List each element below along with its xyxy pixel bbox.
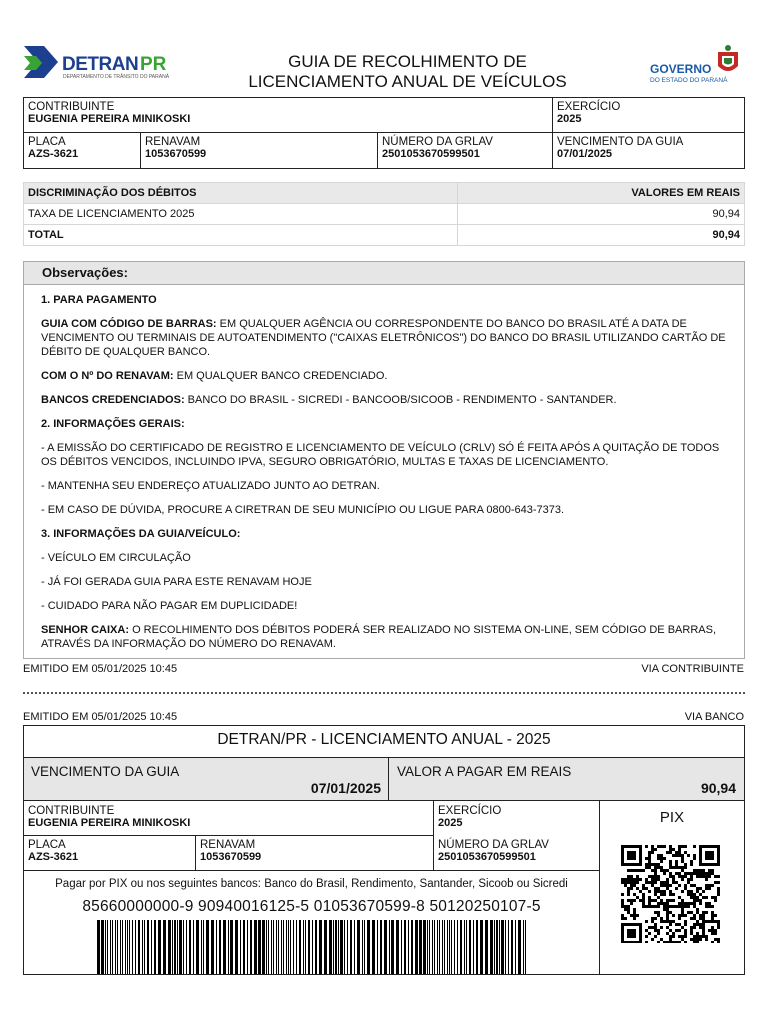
gov-logo-line1: GOVERNO: [650, 62, 712, 76]
total-label: TOTAL: [24, 225, 458, 246]
contribuinte-field: [24, 99, 194, 127]
observacoes-title: Observações:: [42, 265, 128, 280]
banco-vencimento-label: VENCIMENTO DA GUIA: [31, 764, 180, 779]
section-informacoes-gerais: 2. INFORMAÇÕES GERAIS:: [41, 418, 185, 430]
col-valores: VALORES EM REAIS: [458, 183, 745, 204]
table-header-row: [24, 183, 745, 204]
section-informacoes-guia: 3. INFORMAÇÕES DA GUIA/VEÍCULO:: [41, 528, 241, 540]
title-line-2: LICENCIAMENTO ANUAL DE VEÍCULOS: [248, 72, 567, 91]
placa-field: [24, 134, 82, 162]
banco-placa-value: AZS-3621: [28, 851, 79, 863]
row-valor: 90,94: [458, 204, 745, 225]
total-valor: 90,94: [458, 225, 745, 246]
emitido-contribuinte: EMITIDO EM 05/01/2025 10:45: [23, 663, 178, 675]
exercicio-value: 2025: [557, 113, 582, 125]
placa-value: AZS-3621: [28, 148, 79, 160]
vencimento-value: 07/01/2025: [557, 148, 613, 160]
via-banco: VIA BANCO: [684, 711, 744, 723]
governo-logo: [648, 44, 748, 88]
barcode: [95, 920, 531, 974]
coat-of-arms-icon: [714, 44, 742, 78]
grlav-value: 2501053670599501: [382, 148, 480, 160]
pagar-text: Pagar por PIX ou nos seguintes bancos: Banco do Brasil, Rendimento, Santander, Sicoob ou Sicredi: [55, 878, 568, 890]
banco-contribuinte-label: CONTRIBUINTE: [28, 805, 115, 817]
contribuinte-label: CONTRIBUINTE: [28, 101, 115, 113]
row-desc: TAXA DE LICENCIAMENTO 2025: [24, 204, 458, 225]
banco-valor-value: 90,94: [700, 780, 736, 796]
banco-renavam-label: RENAVAM: [200, 839, 256, 851]
linha-digitavel[interactable]: 85660000000-9 90940016125-5 01053670599-8 50120250107-5: [82, 898, 541, 915]
contribuinte-value: EUGENIA PEREIRA MINIKOSKI: [28, 113, 191, 125]
banco-grlav-label: NÚMERO DA GRLAV: [438, 839, 549, 851]
logo-text: DETRAN: [62, 54, 139, 75]
obs-renavam-para: COM O Nº DO RENAVAM: EM QUALQUER BANCO CREDENCIADO.: [41, 370, 388, 382]
obs-endereco-para: - MANTENHA SEU ENDEREÇO ATUALIZADO JUNTO AO DETRAN.: [41, 480, 380, 492]
placa-label: PLACA: [28, 136, 66, 148]
obs-barcode-para: GUIA COM CÓDIGO DE BARRAS: EM QUALQUER AGÊNCIA OU CORRESPONDENTE DO BANCO DO BRASIL ATÉ A DATA DE VENCIMENTO OU TERMINAIS DE AUTOATENDIMENTO ("CAIXAS ELETRÔNICOS") DO BANCO DO BRASIL UTILIZANDO CARTÃO DE DÉBITO DE QUALQUER BANCO.: [41, 318, 726, 358]
pix-label: PIX: [659, 809, 685, 826]
via-contribuinte: VIA CONTRIBUINTE: [641, 663, 744, 675]
obs-guia-gerada: - JÁ FOI GERADA GUIA PARA ESTE RENAVAM HOJE: [41, 576, 312, 588]
renavam-value: 1053670599: [145, 148, 207, 160]
obs-crlv-para: - A EMISSÃO DO CERTIFICADO DE REGISTRO E LICENCIAMENTO DE VEÍCULO (CRLV) SÓ É FEITA APÓS A QUITAÇÃO DE TODOS OS DÉBITOS VENCIDOS, INCLUINDO IPVA, SEGURO OBRIGATÓRIO, MULTAS E TAXAS DE LICENCIAMENTO.: [41, 442, 720, 468]
banco-valor-label: VALOR A PAGAR EM REAIS: [397, 764, 572, 779]
table-row: [24, 204, 745, 225]
renavam-field: [141, 134, 210, 162]
obs-duvida-para: - EM CASO DE DÚVIDA, PROCURE A CIRETRAN DE SEU MUNICÍPIO OU LIGUE PARA 0800-643-7373.: [41, 504, 565, 516]
banco-placa-field: [24, 837, 82, 865]
exercicio-field: [553, 99, 624, 127]
banco-grlav-field: [434, 837, 553, 865]
observacoes-header: [24, 262, 744, 285]
section-pagamento: 1. PARA PAGAMENTO: [41, 294, 157, 306]
observacoes-body: [41, 293, 731, 661]
banco-title: DETRAN/PR - LICENCIAMENTO ANUAL - 2025: [217, 731, 551, 748]
banco-contribuinte-value: EUGENIA PEREIRA MINIKOSKI: [28, 817, 191, 829]
cut-line: [23, 692, 745, 694]
detran-logo: [22, 42, 182, 86]
debitos-table: [23, 182, 745, 246]
renavam-label: RENAVAM: [145, 136, 201, 148]
obs-bancos-para: BANCOS CREDENCIADOS: BANCO DO BRASIL - SICREDI - BANCOOB/SICOOB - RENDIMENTO - SANTANDER.: [41, 394, 617, 406]
gov-logo-line2: DO ESTADO DO PARANÁ: [650, 77, 728, 84]
pix-qr-code[interactable]: [621, 845, 723, 943]
banco-exercicio-value: 2025: [438, 817, 463, 829]
logo-subtitle: DEPARTAMENTO DE TRÂNSITO DO PARANÁ: [63, 74, 170, 80]
banco-grlav-value: 2501053670599501: [438, 851, 536, 863]
logo-suffix: PR: [140, 54, 167, 75]
exercicio-label: EXERCÍCIO: [557, 101, 621, 113]
vencimento-field: [553, 134, 687, 162]
banco-placa-label: PLACA: [28, 839, 66, 851]
table-row-total: [24, 225, 745, 246]
banco-exercicio-label: EXERCÍCIO: [438, 805, 502, 817]
banco-renavam-field: [196, 837, 265, 865]
page-title: [200, 52, 615, 92]
obs-duplicidade: - CUIDADO PARA NÃO PAGAR EM DUPLICIDADE!: [41, 600, 298, 612]
emitido-banco: EMITIDO EM 05/01/2025 10:45: [23, 711, 178, 723]
banco-exercicio-field: [434, 803, 505, 831]
col-discriminacao: DISCRIMINAÇÃO DOS DÉBITOS: [24, 183, 458, 204]
grlav-field: [378, 134, 497, 162]
banco-contribuinte-field: [24, 803, 194, 831]
obs-senhor-caixa: SENHOR CAIXA: O RECOLHIMENTO DOS DÉBITOS PODERÁ SER REALIZADO NO SISTEMA ON-LINE, SEM CÓDIGO DE BARRAS, ATRAVÉS DA INFORMAÇÃO DO NÚMERO DO RENAVAM.: [41, 624, 716, 650]
obs-circulacao: - VEÍCULO EM CIRCULAÇÃO: [41, 552, 191, 564]
grlav-label: NÚMERO DA GRLAV: [382, 136, 493, 148]
vencimento-label: VENCIMENTO DA GUIA: [557, 136, 684, 148]
title-line-1: GUIA DE RECOLHIMENTO DE: [288, 52, 527, 71]
banco-vencimento-value: 07/01/2025: [310, 780, 381, 796]
banco-renavam-value: 1053670599: [200, 851, 262, 863]
